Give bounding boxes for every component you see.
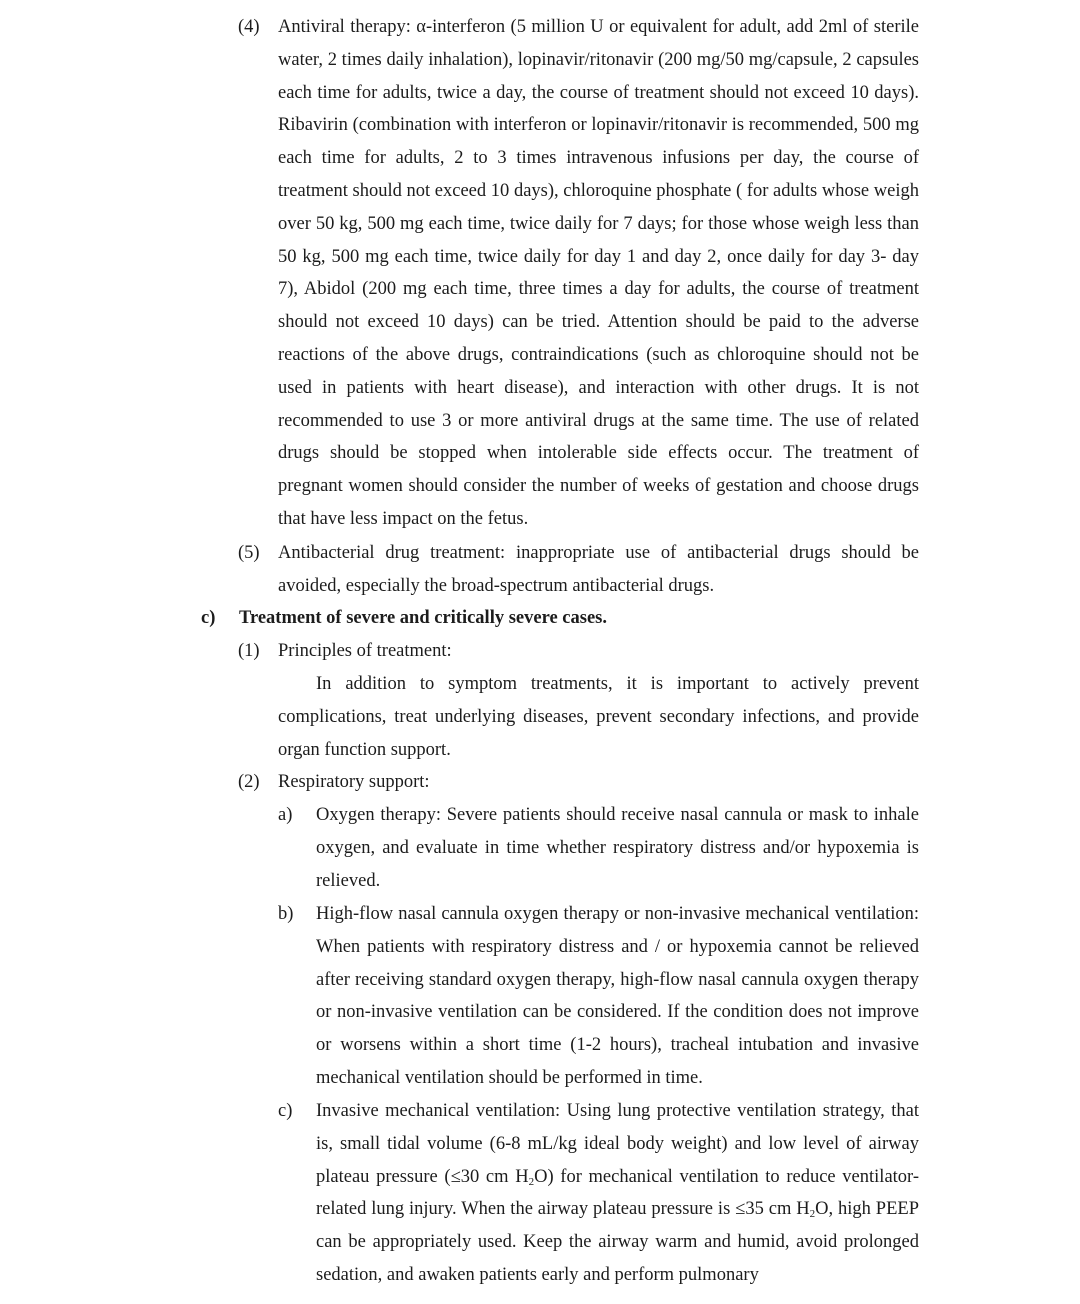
invasive-text-part-3: O, high PEEP can be appropriately used. Keep the airway warm and humid, avoid prolonged sedation, and awaken patients early and perform pulmonary (316, 1199, 919, 1285)
subitem-c-label: c) (278, 1101, 293, 1121)
subitem-a-label: a) (278, 805, 293, 825)
item-number-2: (2) (238, 772, 260, 792)
subitem-b-label: b) (278, 904, 294, 924)
invasive-text-part-1: Invasive mechanical ventilation: Using lung protective ventilation strategy, that is, small tidal volume (6-8 mL/kg ideal body weight) and low level of airway plateau pressure (≤30 cm H (316, 1101, 919, 1187)
section-c-heading: Treatment of severe and critically severe cases. (239, 608, 607, 628)
principles-paragraph: In addition to symptom treatments, it is important to actively prevent complications, treat underlying diseases, prevent secondary infections, and provide organ function support. (278, 674, 919, 760)
principles-heading: Principles of treatment: (278, 641, 452, 661)
antibacterial-paragraph: Antibacterial drug treatment: inappropriate use of antibacterial drugs should be avoided, especially the broad-spectrum antibacterial drugs. (278, 543, 919, 596)
respiratory-heading: Respiratory support: (278, 772, 430, 792)
section-c-label: c) (201, 608, 216, 628)
invasive-ventilation-paragraph (316, 1095, 919, 1292)
invasive-text-part-2: O) for mechanical ventilation to reduce ventilator-related lung injury. When the airway plateau pressure is ≤35 cm H (316, 1166, 919, 1220)
item-number-5: (5) (238, 543, 260, 563)
item-number-1: (1) (238, 641, 260, 661)
high-flow-paragraph: High-flow nasal cannula oxygen therapy or non-invasive mechanical ventilation: When patients with respiratory distress and / or hypoxemia cannot be relieved after receiving standard oxygen therapy, high-flow nasal cannula oxygen therapy or non-invasive ventilation can be considered. If the condition does not improve or worsens within a short time (1-2 hours), tracheal intubation and invasive mechanical ventilation should be performed in time. (316, 904, 919, 1088)
oxygen-therapy-paragraph: Oxygen therapy: Severe patients should receive nasal cannula or mask to inhale oxygen, and evaluate in time whether respiratory distress and/or hypoxemia is relieved. (316, 805, 919, 891)
item-number-4: (4) (238, 17, 260, 37)
antiviral-therapy-paragraph: Antiviral therapy: α-interferon (5 million U or equivalent for adult, add 2ml of sterile water, 2 times daily inhalation), lopinavir/ritonavir (200 mg/50 mg/capsule, 2 capsules each time for adults, twice a day, the course of treatment should not exceed 10 days). Ribavirin (combination with interferon or lopinavir/ritonavir is recommended, 500 mg each time for adults, 2 to 3 times intravenous infusions per day, the course of treatment should not exceed 10 days), chloroquine phosphate ( for adults whose weigh over 50 kg, 500 mg each time, twice daily for 7 days; for those whose weigh less than 50 kg, 500 mg each time, twice daily for day 1 and day 2, once daily for day 3- day 7), Abidol (200 mg each time, three times a day for adults, the course of treatment should not exceed 10 days) can be tried. Attention should be paid to the adverse reactions of the above drugs, contraindications (such as chloroquine should not be used in patients with heart disease), and interaction with other drugs. It is not recommended to use 3 or more antiviral drugs at the same time. The use of related drugs should be stopped when intolerable side effects occur. The treatment of pregnant women should consider the number of weeks of gestation and choose drugs that have less impact on the fetus. (278, 17, 919, 529)
subscript-2: 2 (809, 1208, 816, 1221)
subscript-2: 2 (528, 1175, 535, 1188)
